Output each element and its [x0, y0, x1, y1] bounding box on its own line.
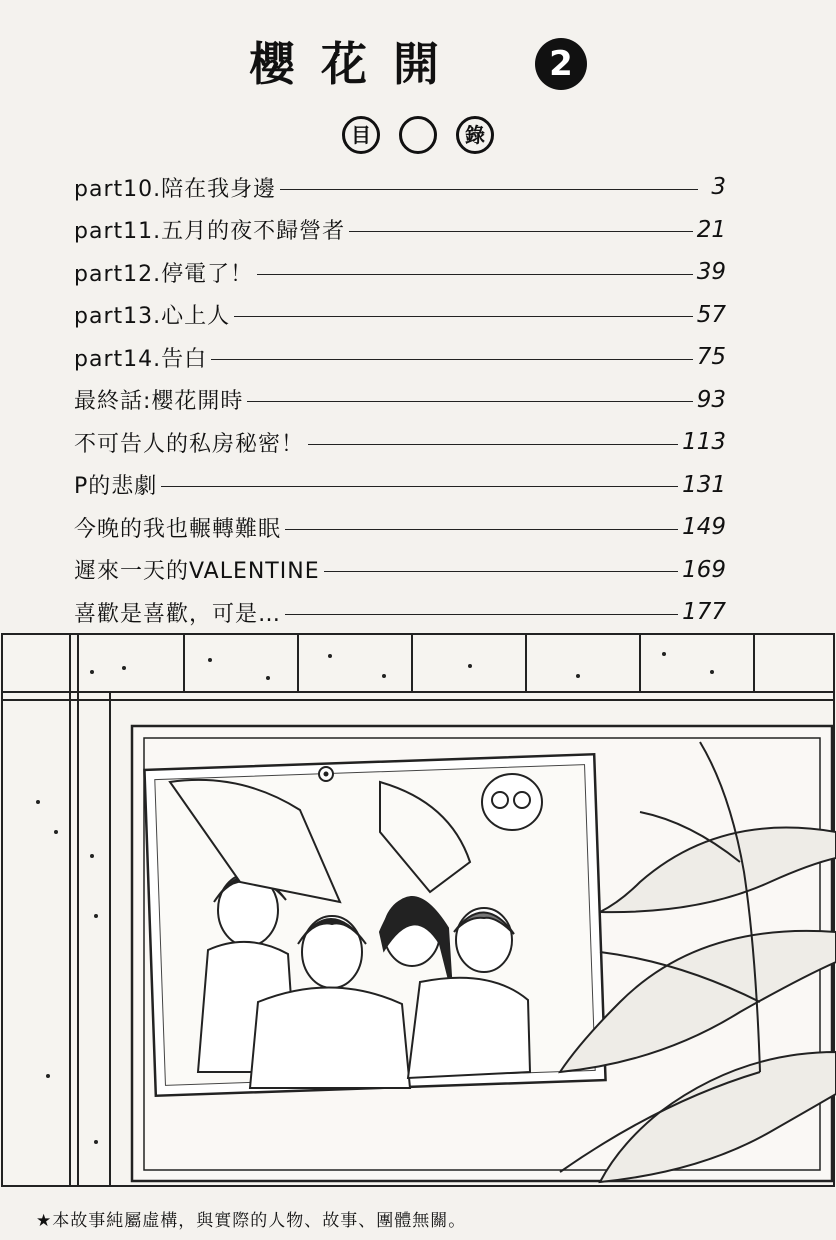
- toc-row[interactable]: [74, 421, 726, 464]
- toc-label: 喜歡是喜歡，可是…: [74, 601, 282, 627]
- volume-badge: 2: [535, 38, 587, 90]
- toc-page: 177: [682, 599, 726, 626]
- toc-row[interactable]: [74, 549, 726, 592]
- pinned-photo: [144, 754, 605, 1096]
- toc-page: 21: [696, 216, 726, 243]
- toc-label: 最終話:櫻花開時: [74, 389, 244, 415]
- toc-label: part14.告白: [74, 346, 208, 372]
- toc-leader: [308, 444, 678, 445]
- toc-page: 113: [682, 429, 726, 456]
- toc-label: P的悲劇: [74, 474, 158, 500]
- toc-row[interactable]: [74, 506, 726, 549]
- toc-row[interactable]: [74, 379, 726, 422]
- toc-leader: [234, 316, 693, 317]
- toc-page: 149: [682, 514, 726, 541]
- toc-leader: [280, 189, 698, 190]
- toc-label: 不可告人的私房秘密！: [74, 431, 305, 457]
- toc-row[interactable]: [74, 251, 726, 294]
- toc-label: part10.陪在我身邊: [74, 176, 277, 202]
- toc-leader: [324, 571, 679, 572]
- toc-page: 169: [682, 556, 726, 583]
- toc-label: 遲來一天的VALENTINE: [74, 559, 320, 585]
- toc-leader: [285, 614, 678, 615]
- toc-leader: [211, 359, 693, 360]
- toc-row[interactable]: [74, 336, 726, 379]
- toc-leader: [247, 401, 692, 402]
- toc-heading-middle: [399, 116, 437, 154]
- toc-label: part13.心上人: [74, 304, 231, 330]
- toc-leader: [161, 486, 678, 487]
- page-title: [0, 28, 836, 94]
- toc-page: 75: [696, 344, 726, 371]
- toc-label: part12.停電了！: [74, 261, 254, 287]
- table-of-contents: [74, 166, 726, 634]
- footer-disclaimer: ★本故事純屬虛構，與實際的人物、故事、團體無關。: [36, 1211, 467, 1231]
- toc-label: part11.五月的夜不歸營者: [74, 219, 346, 245]
- toc-page: 57: [696, 301, 726, 328]
- toc-row[interactable]: [74, 464, 726, 507]
- toc-leader: [257, 274, 693, 275]
- toc-row[interactable]: [74, 209, 726, 252]
- toc-page: 3: [711, 174, 726, 201]
- toc-label: 今晚的我也輾轉難眠: [74, 516, 282, 542]
- toc-heading: [0, 116, 836, 154]
- toc-page: 93: [696, 386, 726, 413]
- toc-row[interactable]: [74, 294, 726, 337]
- toc-row[interactable]: [74, 591, 726, 634]
- toc-heading-right: 錄: [456, 116, 494, 154]
- toc-page: 39: [696, 259, 726, 286]
- manga-illustration: [0, 632, 836, 1188]
- toc-heading-left: 目: [342, 116, 380, 154]
- toc-leader: [349, 231, 693, 232]
- toc-leader: [285, 529, 678, 530]
- book-title: 櫻花開: [249, 37, 465, 91]
- toc-page: 131: [682, 471, 726, 498]
- toc-row[interactable]: [74, 166, 726, 209]
